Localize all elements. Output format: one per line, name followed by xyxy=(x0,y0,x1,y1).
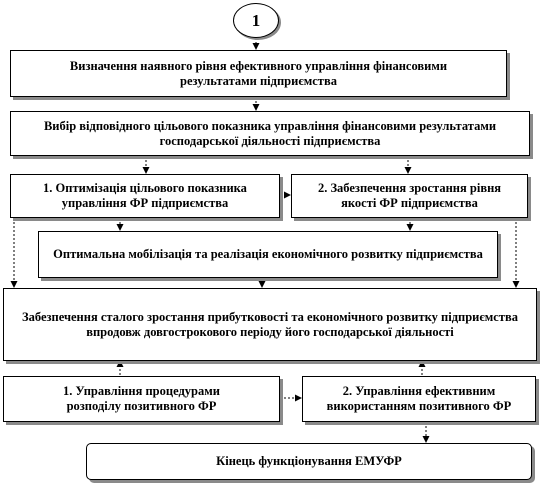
step6a-box xyxy=(3,376,280,422)
step1-text: Визначення наявного рівня ефективного управління фінансовими результатами підприємства xyxy=(69,58,448,88)
step3a-box xyxy=(10,174,280,218)
step3b-text: 2. Забезпечення зростання рівня якості ФР підприємства xyxy=(317,181,502,210)
end-box xyxy=(86,443,532,480)
step3a-text: 1. Оптимізація цільового показника управління ФР підприємства xyxy=(43,181,247,210)
step4-box xyxy=(38,231,498,278)
step1-box xyxy=(10,50,507,97)
start-connector-circle xyxy=(233,3,279,38)
start-connector-label: 1 xyxy=(251,10,261,30)
step2-text: Вибір відповідного цільового показника управління фінансовими результатами господарської діяльності підприємства xyxy=(43,118,497,148)
step3b-box xyxy=(291,174,528,218)
step5-box xyxy=(3,288,537,361)
step6b-text: 2. Управління ефективним використанням позитивного ФР xyxy=(326,384,512,413)
end-text: Кінець функціонування ЕМУФР xyxy=(216,454,402,468)
step5-text: Забезпечення сталого зростання прибутковості та економічного розвитку підприємства впродовж довгострокового періоду його господарської діяльності xyxy=(22,309,518,339)
step6a-text: 1. Управління процедурами розподілу позитивного ФР xyxy=(63,384,220,413)
step4-text: Оптимальна мобілізація та реалізація економічного розвитку підприємства xyxy=(53,247,483,261)
step2-box xyxy=(10,111,530,156)
step6b-box xyxy=(302,376,536,422)
